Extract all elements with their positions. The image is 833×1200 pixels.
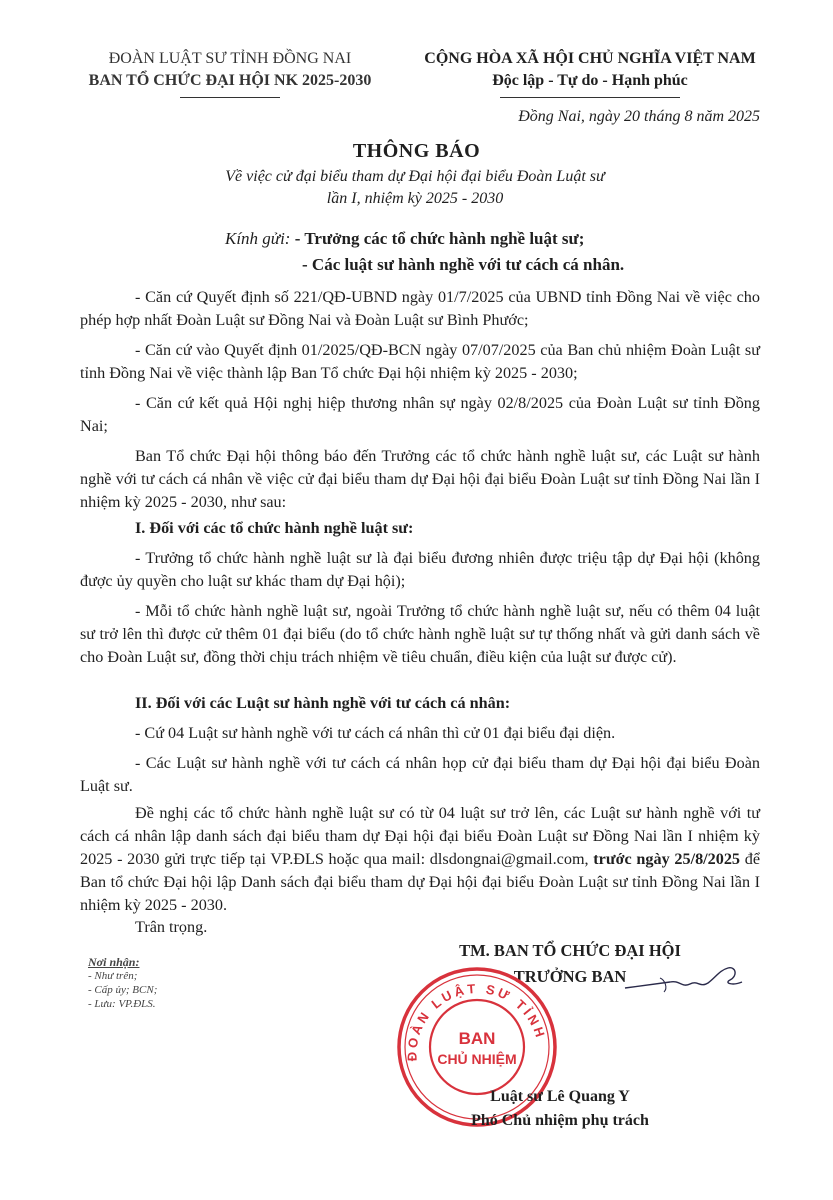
signature-line-1: TM. BAN TỔ CHỨC ĐẠI HỘI — [459, 941, 681, 960]
closing-remark: Trân trọng. — [135, 918, 208, 936]
basis-paragraph-2: - Căn cứ vào Quyết định 01/2025/QĐ-BCN ngày 07/07/2025 của Ban chủ nhiệm Đoàn Luật sư tỉnh Đồng Nai về việc thành lập Ban Tổ chức Đại hội nhiệm kỳ 2025 - 2030; — [80, 341, 760, 382]
handwritten-signature — [620, 958, 750, 1008]
kinh-gui-label: Kính gửi: — [225, 229, 291, 248]
subtitle-line-1: Về việc cử đại biểu tham dự Đại hội đại biểu Đoàn Luật sư — [225, 168, 605, 185]
signer-block — [440, 1085, 680, 1133]
request-text-b: để Ban tổ chức Đại hội lập Danh sách đại biểu tham dự Đại hội đại biểu Đoàn Luật sư tỉnh Đồng Nai lần I nhiệm kỳ 2025 - 2030. — [80, 850, 760, 914]
basis-paragraph-1: - Căn cứ Quyết định số 221/QĐ-UBND ngày 01/7/2025 của UBND tỉnh Đồng Nai về việc cho phép hợp nhất Đoàn Luật sư Đồng Nai và Đoàn Luật sư Bình Phước; — [80, 288, 760, 329]
header-left-underline — [180, 97, 280, 98]
recipients-list-item: - Lưu: VP.ĐLS. — [88, 998, 156, 1010]
signer-name: Luật sư Lê Quang Y — [490, 1088, 630, 1105]
subtitle-line-2: lần I, nhiệm kỳ 2025 - 2030 — [326, 190, 504, 207]
request-text-a: Đề nghị các tổ chức hành nghề luật sư có từ 04 luật sư trở lên, các Luật sư hành nghề với tư cách cá nhân lập danh sách đại biểu tham dự Đại hội đại biểu Đoàn Luật sư Đồng Nai lần I nhiệm kỳ 2025 - 2030 gửi trực tiếp tại VP.ĐLS hoặc qua mail: dlsdongnai@gmail.com, — [80, 804, 760, 868]
section-1-heading: I. Đối với các tổ chức hành nghề luật sư: — [135, 519, 414, 537]
section-2-paragraph-2: - Các Luật sư hành nghề với tư cách cá nhân họp cử đại biểu tham dự Đại hội đại biểu Đoàn Luật sư. — [80, 754, 760, 795]
header-right-underline — [500, 97, 680, 98]
basis-paragraph-3: - Căn cứ kết quả Hội nghị hiệp thương nhân sự ngày 02/8/2025 của Đoàn Luật sư tỉnh Đồng Nai; — [80, 394, 760, 435]
recipients-list — [88, 955, 218, 1011]
signer-position: Phó Chủ nhiệm phụ trách — [471, 1112, 649, 1129]
request-deadline: trước ngày 25/8/2025 — [593, 850, 741, 868]
seal-outer-text: ĐOÀN LUẬT SƯ TỈNH — [404, 980, 549, 1062]
document-date: Đồng Nai, ngày 20 tháng 8 năm 2025 — [518, 108, 760, 125]
recipient-line-2: - Các luật sư hành nghề với tư cách cá nhân. — [302, 255, 625, 274]
section-1-paragraph-1: - Trưởng tổ chức hành nghề luật sư là đại biểu đương nhiên được triệu tập dự Đại hội (không được ủy quyền cho luật sư khác tham dự Đại hội); — [80, 549, 760, 590]
section-2-paragraph-1: - Cứ 04 Luật sư hành nghề với tư cách cá nhân thì cử 01 đại biểu đại diện. — [135, 724, 616, 742]
signature-line-2: TRƯỞNG BAN — [513, 967, 627, 986]
national-motto: Độc lập - Tự do - Hạnh phúc — [492, 72, 688, 89]
national-title: CỘNG HÒA XÃ HỘI CHỦ NGHĨA VIỆT NAM — [424, 50, 756, 67]
seal-inner-line-1: BAN — [458, 1029, 496, 1048]
request-paragraph — [80, 802, 760, 917]
header-right — [400, 48, 780, 92]
document-title: THÔNG BÁO — [352, 140, 481, 162]
header-left — [60, 48, 400, 92]
recipients-list-item: - Như trên; — [88, 970, 138, 982]
recipients-list-title: Nơi nhận: — [88, 955, 140, 969]
section-2-heading: II. Đối với các Luật sư hành nghề với tư cách cá nhân: — [135, 694, 511, 712]
organization-name: ĐOÀN LUẬT SƯ TỈNH ĐỒNG NAI — [108, 50, 352, 67]
recipient-line-1: - Trưởng các tổ chức hành nghề luật sư; — [294, 229, 585, 248]
seal-inner-line-2: CHỦ NHIỆM — [437, 1051, 517, 1067]
svg-text:ĐOÀN LUẬT SƯ TỈNH — [405, 981, 549, 1061]
committee-name: BAN TỔ CHỨC ĐẠI HỘI NK 2025-2030 — [88, 72, 372, 89]
section-1-paragraph-2: - Mỗi tổ chức hành nghề luật sư, ngoài Trưởng tổ chức hành nghề luật sư, nếu có thêm 04 luật sư trở lên thì được cử thêm 01 đại biểu (do tổ chức hành nghề luật sư tự thống nhất và gửi danh sách về cho Đoàn Luật sư, đồng thời chịu trách nhiệm về tiêu chuẩn, điều kiện của luật sư được cử). — [80, 602, 760, 666]
recipients-list-item: - Cấp ủy; BCN; — [88, 984, 158, 996]
recipients-block — [225, 226, 785, 278]
announcement-paragraph: Ban Tổ chức Đại hội thông báo đến Trưởng các tổ chức hành nghề luật sư, các Luật sư hành nghề với tư cách cá nhân về việc cử đại biểu tham dự Đại hội đại biểu Đoàn Luật sư tỉnh Đồng Nai lần I nhiệm kỳ 2025 - 2030, như sau: — [80, 447, 760, 511]
document-subtitle — [150, 166, 680, 210]
